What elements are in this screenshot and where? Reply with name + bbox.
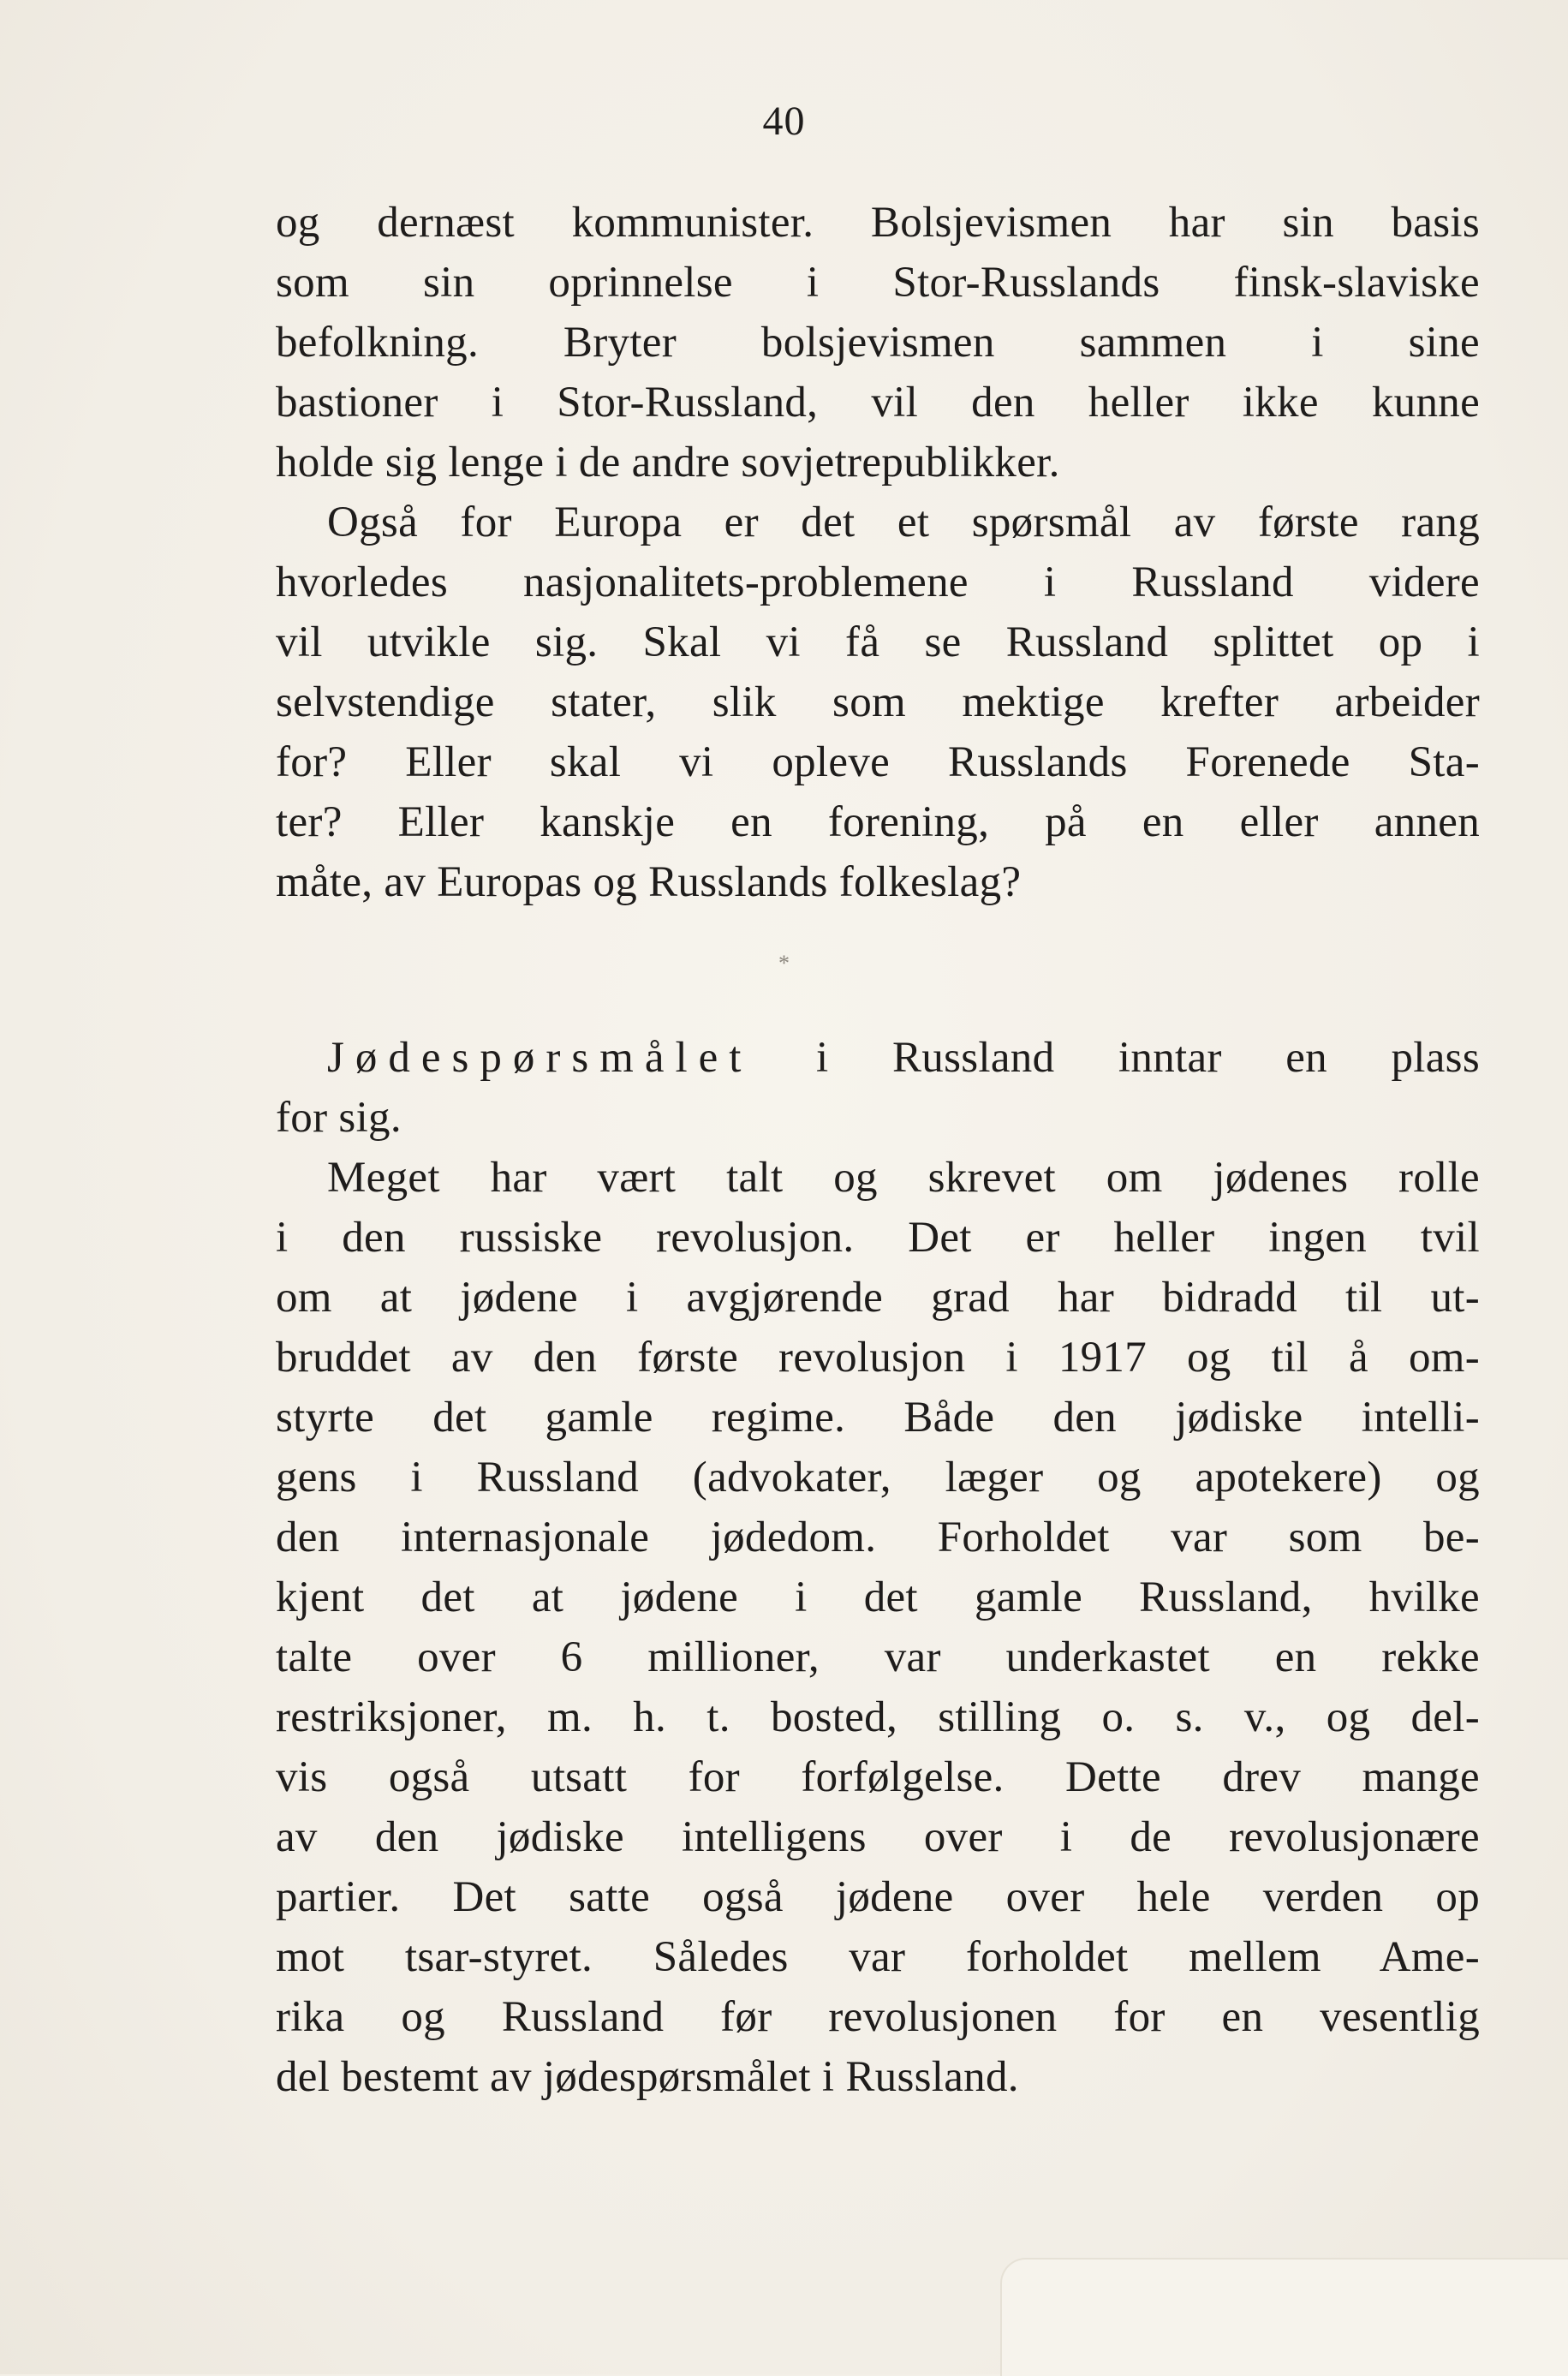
text-line: partier. Det satte også jødene over hele verden op: [276, 1873, 1480, 1921]
text-line: av den jødiske intelligens over i de revolusjonære: [276, 1813, 1480, 1861]
text-line: Meget har vært talt og skrevet om jødenes rolle: [327, 1154, 1480, 1202]
text-block-bottom: [276, 1028, 1480, 2107]
paragraph-1: [276, 193, 1480, 493]
page-number: 40: [762, 99, 806, 144]
paragraph-3: [276, 1028, 1480, 1148]
text-line: rika og Russland før revolusjonen for en vesentlig: [276, 1993, 1480, 2041]
text-line: i den russiske revolusjon. Det er heller ingen tvil: [276, 1214, 1480, 1262]
spaced-heading-word: Jødespørsmålet: [327, 1034, 753, 1082]
text-line: vil utvikle sig. Skal vi få se Russland splittet op i: [276, 618, 1480, 666]
text-line: bruddet av den første revolusjon i 1917 og til å om-: [276, 1334, 1480, 1382]
page-corner-shadow: [1000, 2258, 1568, 2376]
text-line: vis også utsatt for forfølgelse. Dette drev mange: [276, 1753, 1480, 1801]
text-line: selvstendige stater, slik som mektige krefter arbeider: [276, 678, 1480, 726]
text-line: mot tsar-styret. Således var forholdet mellem Ame-: [276, 1933, 1480, 1981]
text-line: styrte det gamle regime. Både den jødiske intelli-: [276, 1394, 1480, 1442]
paragraph-4: [276, 1148, 1480, 2107]
text-line: om at jødene i avgjørende grad har bidradd til ut-: [276, 1274, 1480, 1322]
text-line: hvorledes nasjonalitets-problemene i Russland videre: [276, 558, 1480, 606]
text-line: ter? Eller kanskje en forening, på en eller annen: [276, 798, 1480, 846]
text-line: gens i Russland (advokater, læger og apotekere) og: [276, 1454, 1480, 1501]
text-line: for sig.: [276, 1094, 402, 1142]
text-line: befolkning. Bryter bolsjevismen sammen i sine: [276, 319, 1480, 367]
text-line: den internasjonale jødedom. Forholdet var som be-: [276, 1513, 1480, 1561]
text-line: måte, av Europas og Russlands folkeslag?: [276, 858, 1022, 906]
text-line: og dernæst kommunister. Bolsjevismen har sin basis: [276, 199, 1480, 247]
text-line: kjent det at jødene i det gamle Russland, hvilke: [276, 1573, 1480, 1621]
text-line: [276, 1028, 1480, 1088]
section-separator: *: [778, 951, 790, 976]
paragraph-2: [276, 493, 1480, 912]
text-line: holde sig lenge i de andre sovjetrepublikker.: [276, 439, 1060, 487]
text-line: for? Eller skal vi opleve Russlands Forenede Sta-: [276, 738, 1480, 786]
text-line: restriksjoner, m. h. t. bosted, stilling o. s. v., og del-: [276, 1693, 1480, 1741]
text-line-rest: i Russland inntar en plass: [815, 1034, 1480, 1082]
text-block-top: [276, 193, 1480, 912]
text-line: Også for Europa er det et spørsmål av første rang: [327, 498, 1480, 546]
text-line: som sin oprinnelse i Stor-Russlands finsk-slaviske: [276, 259, 1480, 307]
text-line: talte over 6 millioner, var underkastet en rekke: [276, 1633, 1480, 1681]
text-line: bastioner i Stor-Russland, vil den heller ikke kunne: [276, 379, 1480, 427]
text-line: del bestemt av jødespørsmålet i Russland.: [276, 2053, 1019, 2101]
